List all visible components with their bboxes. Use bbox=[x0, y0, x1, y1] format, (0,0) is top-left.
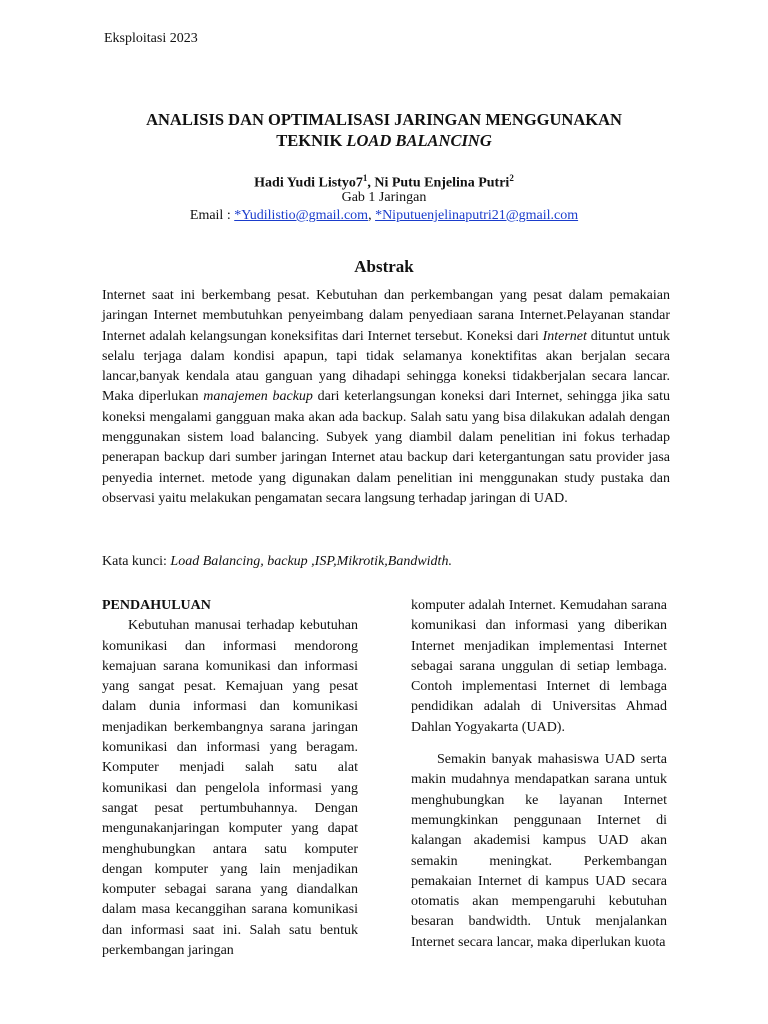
title-line-2 bbox=[0, 130, 768, 151]
intro-paragraph-1: Kebutuhan manusai terhadap kebutuhan komunikasi dan informasi mendorong kemajuan sarana komunikasi dan informasi yang sangat pesat. Kemajuan yang pesat dalam dunia informasi dan komunikasi menjadikan berkembangnya sarana jaringan komunikasi dan informasi yang beragam. Komputer menjadi salah satu alat komunikasi dan pengelola informasi yang sangat pesat pertumbuhannya. Dengan mengunakanjaringan komputer yang dapat menghubungkan antara satu komputer dengan komputer yang lain menjadikan komputer sebagai sarana yang diandalkan dalam masa kecanggihan sarana komunikasi dan informasi saat ini. Salah satu bentuk perkembangan jaringan bbox=[102, 618, 358, 959]
email-label: Email : bbox=[189, 208, 235, 223]
author-2-affiliation: 2 bbox=[509, 173, 514, 183]
email-separator: , bbox=[368, 208, 376, 223]
running-header: Eksploitasi 2023 bbox=[104, 31, 198, 46]
title-line-1: ANALISIS DAN OPTIMALISASI JARINGAN MENGGUNAKAN bbox=[146, 110, 622, 129]
title-line-2-prefix: TEKNIK bbox=[276, 131, 347, 150]
title-line-2-italic: LOAD BALANCING bbox=[346, 131, 492, 150]
author-separator: , bbox=[367, 175, 375, 191]
abstract-heading: Abstrak bbox=[354, 257, 414, 276]
author-list bbox=[0, 173, 768, 192]
paper-title bbox=[0, 109, 768, 151]
abstract-italic-2: manajemen backup bbox=[203, 389, 313, 405]
keywords bbox=[102, 554, 670, 570]
author-2: Ni Putu Enjelina Putri bbox=[374, 175, 510, 191]
abstract-text-1: Internet saat ini berkembang pesat. Kebutuhan dan perkembangan yang pesat dalam pemakaian jaringan Internet membutuhkan penyeimbang dalam penyediaan sarana Internet.Pelayanan standar Internet adalah kelangsungan koneksifitas dari Internet tersebut. Koneksi dari bbox=[102, 288, 670, 344]
email-line bbox=[0, 208, 768, 224]
email-link-2[interactable]: *Niputuenjelinaputri21@gmail.com bbox=[375, 208, 579, 223]
email-link-1[interactable]: *Yudilistio@gmail.com bbox=[234, 208, 369, 223]
author-1: Hadi Yudi Listyo7 bbox=[254, 175, 363, 191]
abstract-text-3: dari keterlangsungan koneksi dari Internet, sehingga jika satu koneksi mengalami gangguan maka akan ada backup. Salah satu yang bisa dilakukan adalah dengan menggunakan sistem load balancing. Subyek yang diambil dalam penelitian ini fokus terhadap penerapan backup dari sumber jaringan Internet atau backup dari ketergantungan satu provider jasa penyedia internet. metode yang digunakan dalam penelitian ini menggunakan study pustaka dan observasi yaitu melakukan pengamatan secara langsung terhadap jaringan di UAD. bbox=[102, 389, 671, 506]
author-group: Gab 1 Jaringan bbox=[341, 190, 427, 205]
section-heading-introduction: PENDAHULUAN bbox=[102, 598, 211, 613]
intro-paragraph-2: Semakin banyak mahasiswa UAD serta makin mudahnya mendapatkan sarana untuk menghubungkan ke layanan Internet memungkinkan penggunaan Internet di kalangan akademisi kampus UAD akan semakin meningkat. Perkembangan pemakaian Internet di kampus UAD secara otomatis akan mempengaruhi kebutuhan besaran bandwidth. Untuk menjalankan Internet secara lancar, maka diperlukan kuota bbox=[411, 752, 667, 950]
abstract-body bbox=[102, 286, 670, 509]
column-left bbox=[102, 596, 358, 961]
author-1-affiliation: 1 bbox=[362, 173, 368, 183]
abstract-text-2: dituntut untuk selalu terjaga dalam kondisi apapun, tapi tidak selamanya konektifitas akan berjalan secara lancar,banyak kendala atau ganguan yang dihadapi sehingga koneksi tidakberjalan secara lancar. Maka diperlukan bbox=[102, 328, 670, 405]
intro-paragraph-1-continued: komputer adalah Internet. Kemudahan sarana komunikasi dan informasi yang diberikan Internet menjadikan implementasi Internet sebagai sarana unggulan di setiap lembaga. Contoh implementasi Internet di lembaga pendidikan adalah di Universitas Ahmad Dahlan Yogyakarta (UAD). bbox=[411, 598, 667, 735]
abstract-italic-1: Internet bbox=[542, 328, 587, 344]
keywords-value: Load Balancing, backup ,ISP,Mikrotik,Bandwidth. bbox=[170, 554, 452, 569]
column-right bbox=[411, 596, 667, 953]
abstract-paragraph bbox=[102, 286, 670, 509]
keywords-label: Kata kunci: bbox=[102, 554, 171, 569]
